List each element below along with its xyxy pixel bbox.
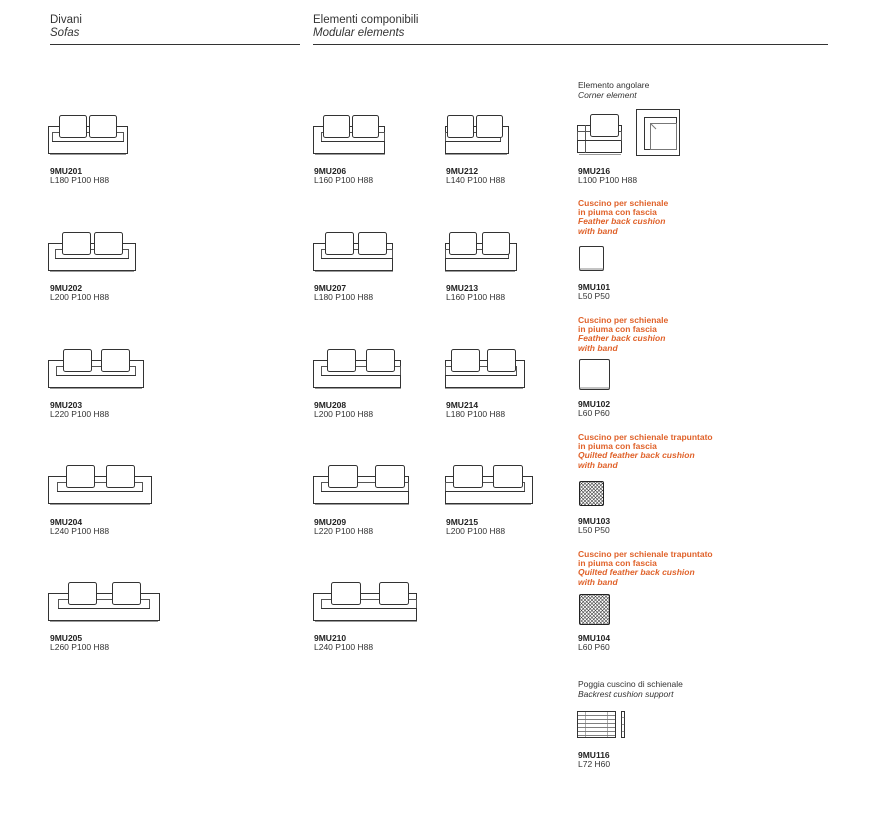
product-code: 9MU215 <box>446 517 479 527</box>
product-dims: L50 P50 <box>578 525 610 535</box>
quilted-cushion-drawing <box>578 593 612 627</box>
modular-header-rule <box>313 44 828 45</box>
note-line: in piuma con fascia <box>578 324 657 335</box>
modular-header-en: Modular elements <box>313 27 405 39</box>
product-dims: L100 P100 H88 <box>578 175 638 185</box>
product-code: 9MU201 <box>50 166 83 176</box>
product-dims: L180 P100 H88 <box>50 175 110 185</box>
corner-front-drawing <box>577 113 623 157</box>
product-dims: L180 P100 H88 <box>446 409 506 419</box>
quilted-cushion-drawing <box>578 480 606 508</box>
product-code: 9MU214 <box>446 400 479 410</box>
support-front-drawing <box>577 711 617 739</box>
corner-caption <box>578 80 649 100</box>
product-dims: L240 P100 H88 <box>50 526 110 536</box>
modular-drawing <box>313 464 409 506</box>
product-code: 9MU203 <box>50 400 83 410</box>
modular-drawing <box>445 114 509 156</box>
product-code: 9MU206 <box>314 166 347 176</box>
modular-drawing <box>313 114 385 156</box>
product-code: 9MU208 <box>314 400 347 410</box>
product-dims: L240 P100 H88 <box>314 642 374 652</box>
note-line: Feather back cushion <box>578 333 666 344</box>
corner-caption-it: Elemento angolare <box>578 80 650 90</box>
note-line: in piuma con fascia <box>578 441 657 452</box>
product-code: 9MU209 <box>314 517 347 527</box>
product-code: 9MU102 <box>578 399 611 409</box>
cushion-note <box>578 550 713 587</box>
note-line: with band <box>578 576 618 587</box>
corner-caption-en: Corner element <box>578 90 637 100</box>
product-code: 9MU205 <box>50 633 83 643</box>
product-dims: L220 P100 H88 <box>314 526 374 536</box>
product-dims: L260 P100 H88 <box>50 642 110 652</box>
sofa-drawing <box>48 464 152 506</box>
product-dims: L160 P100 H88 <box>446 292 506 302</box>
product-dims: L160 P100 H88 <box>314 175 374 185</box>
note-line: Cuscino per schienale <box>578 198 669 208</box>
modular-drawing <box>313 581 417 623</box>
product-dims: L200 P100 H88 <box>446 526 506 536</box>
product-code: 9MU207 <box>314 283 347 293</box>
support-caption-en: Backrest cushion support <box>578 689 674 699</box>
cushion-note <box>578 433 713 470</box>
modular-drawing <box>445 348 525 390</box>
note-line: with band <box>578 459 618 470</box>
product-code: 9MU104 <box>578 633 611 643</box>
product-dims: L180 P100 H88 <box>314 292 374 302</box>
note-line: Quilted feather back cushion <box>578 450 695 461</box>
product-dims: L200 P100 H88 <box>314 409 374 419</box>
product-code: 9MU202 <box>50 283 83 293</box>
sofa-drawing <box>48 231 136 273</box>
sofas-header-en: Sofas <box>50 27 80 39</box>
modular-drawing <box>313 231 393 273</box>
sofa-drawing <box>48 581 160 623</box>
note-line: in piuma con fascia <box>578 558 657 569</box>
product-code: 9MU204 <box>50 517 83 527</box>
note-line: Cuscino per schienale <box>578 315 669 325</box>
sofa-drawing <box>48 348 144 390</box>
modular-drawing <box>313 348 401 390</box>
cushion-drawing <box>578 358 612 392</box>
note-line: in piuma con fascia <box>578 207 657 218</box>
modular-drawing <box>445 464 533 506</box>
product-code: 9MU212 <box>446 166 479 176</box>
corner-top-drawing <box>636 109 682 157</box>
product-dims: L50 P50 <box>578 291 610 301</box>
product-code: 9MU116 <box>578 750 610 760</box>
note-line: Quilted feather back cushion <box>578 567 695 578</box>
cushion-note <box>578 316 668 353</box>
modular-drawing <box>445 231 517 273</box>
product-dims: L220 P100 H88 <box>50 409 110 419</box>
product-code: 9MU216 <box>578 166 611 176</box>
product-dims: L60 P60 <box>578 408 610 418</box>
product-code: 9MU213 <box>446 283 479 293</box>
product-code: 9MU210 <box>314 633 347 643</box>
note-line: with band <box>578 342 618 353</box>
note-line: Cuscino per schienale trapuntato <box>578 549 713 559</box>
sofas-header <box>50 14 82 40</box>
note-line: with band <box>578 225 618 236</box>
product-dims: L60 P60 <box>578 642 610 652</box>
cushion-drawing <box>578 245 606 273</box>
product-code: 9MU101 <box>578 282 611 292</box>
note-line: Feather back cushion <box>578 216 666 227</box>
sofa-drawing <box>48 114 128 156</box>
product-dims: L140 P100 H88 <box>446 175 506 185</box>
support-side-drawing <box>620 711 626 739</box>
modular-header-it: Elementi componibili <box>313 14 419 26</box>
cushion-note <box>578 199 668 236</box>
support-caption <box>578 679 683 699</box>
product-code: 9MU103 <box>578 516 611 526</box>
product-dims: L200 P100 H88 <box>50 292 110 302</box>
support-caption-it: Poggia cuscino di schienale <box>578 679 683 689</box>
sofas-header-it: Divani <box>50 14 82 26</box>
modular-header <box>313 14 418 40</box>
note-line: Cuscino per schienale trapuntato <box>578 432 713 442</box>
product-dims: L72 H60 <box>578 759 611 769</box>
sofas-header-rule <box>50 44 300 45</box>
